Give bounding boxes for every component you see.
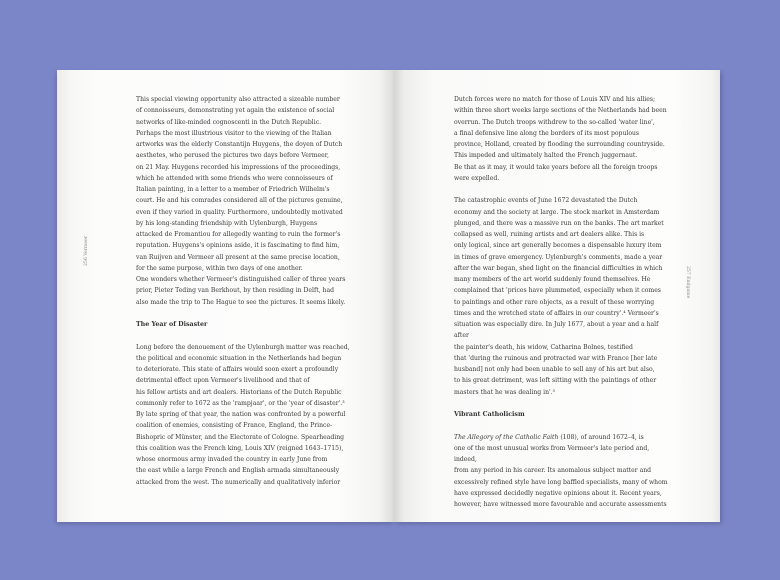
paragraph: Long before the denouement of the Uylenburgh matter was reached, the political and economic situation in the Netherlands had begun to deteriorate. This state of affairs would soon exert a profoundly detrimental effect upon Vermeer's livelihood and that of his fellow artists and art dealers. Historians of the Dutch Republic commonly refer to 1672 as the 'rampjaar', or the 'year of disaster'.³ By late spring of that year, the nation was confronted by a powerful coalition of enemies, consisting of France, England, the Prince- Bishopric of Münster, and the Electorate of Cologne. Spearheading this coalition was the French king, Louis XIV (reigned 1643–1715), whose enormous army invaded the country in early June from the east while a large French and English armada simultaneously attacked from the west. The numerically and qualitatively inferior <box>136 343 350 486</box>
paragraph: (108), of around 1672–4, is one of the most unusual works from Vermeer's late period and, indeed, from any period in his career. Its anomalous subject matter and excessively refined style have long baffled specialists, many of whom have expressed decidedly negative opinions about it. Recent years, however, have witnessed more favourable and accurate assessments <box>454 433 668 508</box>
open-book <box>57 70 720 522</box>
section-heading: Vibrant Catholicism <box>454 411 525 418</box>
paragraph: Dutch forces were no match for those of Louis XIV and his allies; within three short weeks large sections of the Netherlands had been overrun. The Dutch troops withdrew to the so-called 'water line', a final defensive line along the borders of its most populous province, Holland, created by flooding the surrounding countryside. This impeded and ultimately halted the French juggernaut. Be that as it may, it would take years before all the foreign troops were expelled. <box>454 96 667 182</box>
left-page-body <box>136 94 352 488</box>
left-page <box>57 70 394 522</box>
running-head: 256 Vermeer <box>84 235 89 266</box>
paragraph: This special viewing opportunity also attracted a sizeable number of connoisseurs, demonstrating yet again the existence of social networks of like-minded cognoscenti in the Dutch Republic. Perhaps the most illustrious visitor to the viewing of the Italian artworks was the elderly Constantijn Huygens, the doyen of Dutch aesthetes, who perused the pictures two days before Vermeer, on 21 May. Huygens recorded his impressions of the proceedings, which he attended with some friends who were connoisseurs of Italian painting, in a letter to a member of Friedrich Wilhelm's court. He and his comrades considered all of the pictures genuine, even if they varied in quality. Furthermore, undoubtedly motivated by his long-standing friendship with Uylenburgh, Huygens attacked de Fromantiou for allegedly wanting to ruin the former's reputation. Huygens's opinions aside, it is fascinating to find him, van Ruijven and Vermeer all present at the same precise location, for the same purpose, within two days of one another. One wonders whether Vermeer's distinguished caller of three years prior, Pieter Teding van Berkhout, by then residing in Delft, had also made the trip to The Hague to see the pictures. It seems likely. <box>136 96 346 306</box>
section-heading: The Year of Disaster <box>136 321 208 328</box>
running-head: 257 Endgame <box>685 266 690 299</box>
right-page <box>394 70 720 522</box>
paragraph: The catastrophic events of June 1672 devastated the Dutch economy and the society at large. The stock market in Amsterdam plunged, and there was a massive run on the banks. The art market collapsed as well, ruining artists and art dealers alike. This is only logical, since art generally becomes a dispensable luxury item in times of grave emergency. Uylenburgh's comments, made a year after the war began, shed light on the financial difficulties in which many members of the art world suddenly found themselves. He complained that 'prices have plummeted, especially when it comes to paintings and other rare objects, as a result of these worrying times and the wretched state of affairs in our country'.⁴ Vermeer's situation was especially dire. In July 1677, about a year and a half after the painter's death, his widow, Catharina Bolnes, testified that 'during the ruinous and protracted war with France [her late husband] not only had been unable to sell any of his art but also, to his great detriment, was left sitting with the paintings of other masters that he was dealing in'.⁵ <box>454 197 664 396</box>
right-page-body <box>454 94 668 510</box>
artwork-title: The Allegory of the Catholic Faith <box>454 433 559 441</box>
